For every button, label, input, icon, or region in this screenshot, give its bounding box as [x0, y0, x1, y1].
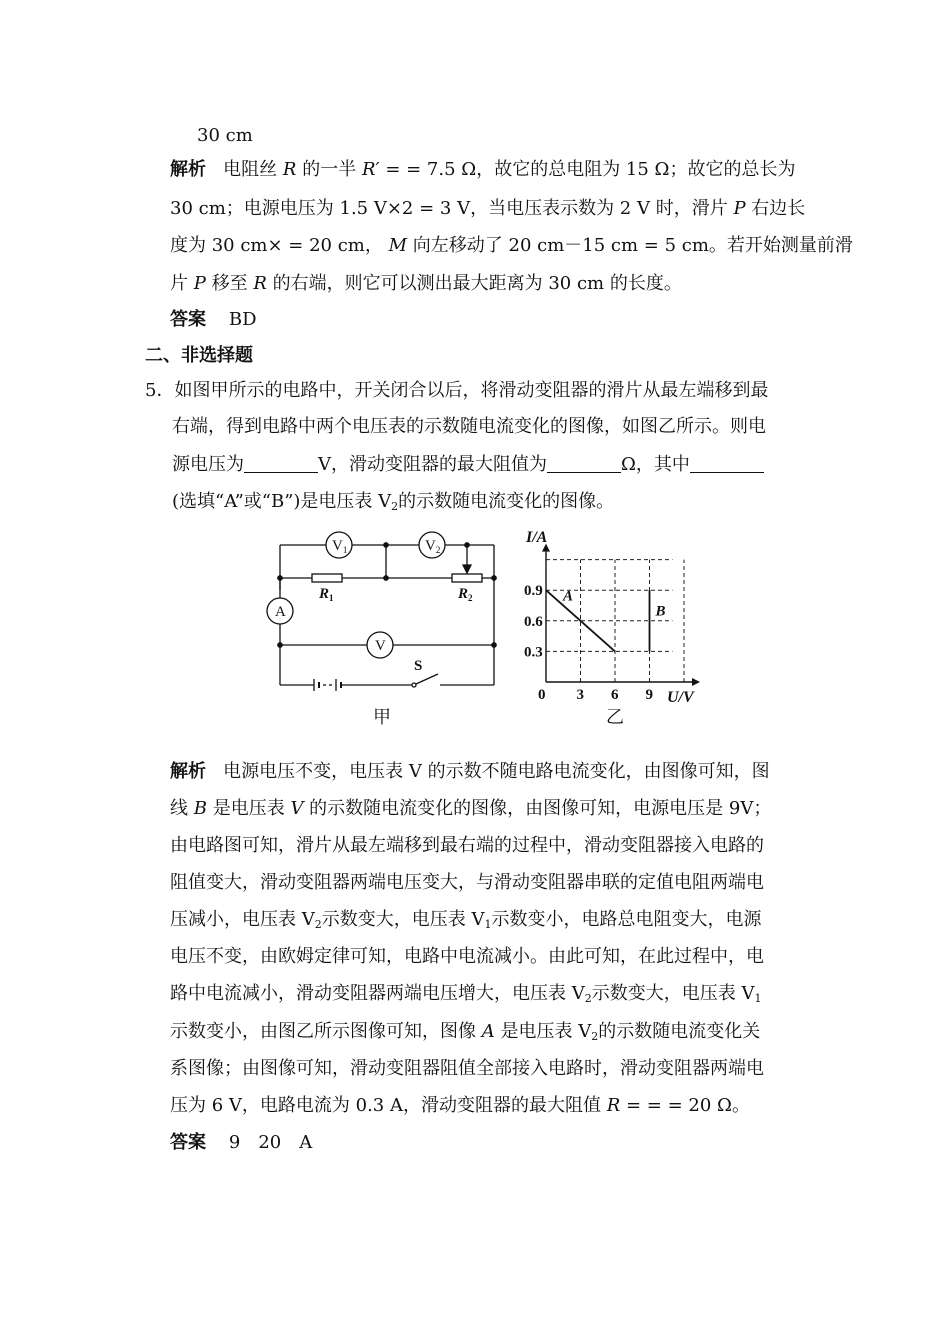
circuit-caption: 甲: [373, 707, 391, 728]
ammeter-label: A: [275, 604, 286, 620]
q5-stem-line-4: (选填“A”或“B”)是电压表 $V_2$的示数随电流变化的图像。: [172, 491, 615, 513]
v2-label: $V_2$: [425, 538, 441, 555]
x-tick-label: 9: [645, 687, 653, 703]
junction-dot: [384, 576, 388, 580]
q5-analysis-line-4: 阻值变大，滑动变阻器两端电压变大，与滑动变阻器串联的定值电阻两端电: [170, 872, 764, 893]
question-number: 5．: [145, 380, 175, 401]
axes: [542, 544, 700, 686]
slider-arrow-icon: [463, 565, 471, 573]
prev-fragment: 30 cm: [197, 125, 253, 146]
series-group: [546, 588, 666, 651]
switch-contact: [412, 683, 416, 687]
q5-analysis-line-2: 线 B 是电压表 V 的示数随电流变化的图像，由图像可知，电源电压是 9V；: [170, 798, 772, 819]
q5-analysis-line-9: 系图像；由图像可知，滑动变阻器阻值全部接入电路时，滑动变阻器两端电: [170, 1058, 764, 1079]
q4-analysis-line-2: 30 cm；电源电压为 1.5 V×2 = 3 V，当电压表示数为 2 V 时，滑片 P 右边长: [170, 198, 806, 219]
answer-label: 答案: [170, 309, 206, 330]
q5-answer: [170, 1131, 312, 1155]
axis-labels: [524, 529, 695, 705]
q5-analysis-line-1: 解析 电源电压不变，电压表 V 的示数不随电路电流变化，由图像可知，图: [170, 761, 770, 782]
q5-stem-line-3: 源电压为 V，滑动变阻器的最大阻值为 Ω，其中: [172, 453, 764, 477]
switch-blade: [416, 674, 438, 684]
q4-analysis-line-4: 片 P 移至 R 的右端，则它可以测出最大距离为 30 cm 的长度。: [170, 273, 682, 294]
origin-label: 0: [538, 687, 546, 703]
answer-value: 9 20 A: [228, 1132, 313, 1153]
q5-stem-line-1: 5．如图甲所示的电路中，开关闭合以后，将滑动变阻器的滑片从最左端移到最: [145, 380, 769, 401]
series-label-a: A: [563, 588, 574, 605]
y-tick-label: 0.3: [524, 644, 543, 661]
x-tick-label: 6: [611, 687, 619, 703]
q5-analysis-line-5: 压减小，电压表 $V_2$示数变大，电压表 $V_1$示数变小，电路总电阻变大，电源: [170, 909, 762, 931]
graph-caption: 乙: [606, 707, 624, 728]
resistor-r1: [312, 574, 342, 582]
answer-value: BD: [228, 309, 257, 330]
q5-analysis-line-7: 路中电流减小，滑动变阻器两端电压增大，电压表 $V_2$示数变大，电压表 $V_1$: [170, 983, 762, 1005]
q5-analysis-line-3: 由电路图可知，滑片从最左端移到最右端的过程中，滑动变阻器接入电路的: [170, 835, 764, 856]
y-tick-label: 0.6: [524, 613, 543, 630]
y-tick-label: 0.9: [524, 583, 543, 600]
rheostat-r2: [452, 574, 482, 582]
iu-graph: [518, 525, 723, 705]
section-title: 二、非选择题: [145, 345, 253, 366]
junction-dot: [492, 643, 496, 647]
junction-dot: [384, 543, 388, 547]
blank-graph-choice[interactable]: [690, 454, 764, 473]
answer-label: 答案: [170, 1132, 206, 1153]
q4-analysis-line-1: 解析 电阻丝 R 的一半 R′ = = 7.5 Ω，故它的总电阻为 15 Ω；故它的总长为: [170, 159, 796, 180]
circuit-diagram: [262, 525, 512, 725]
q4-answer: [170, 308, 257, 332]
q5-analysis-line-6: 电压不变，由欧姆定律可知，电路中电流减小。由此可知，在此过程中，电: [170, 946, 764, 967]
q4-analysis-line-3: 度为 30 cm× = 20 cm， M 向左移动了 20 cm－15 cm = 5 cm。若开始测量前滑: [170, 235, 853, 256]
r1-label: $R_1$: [319, 586, 334, 603]
blank-resistance[interactable]: [547, 454, 621, 473]
junction-dot: [278, 643, 282, 647]
junction-dot: [465, 543, 469, 547]
q5-analysis-line-8: 示数变小，由图乙所示图像可知，图像 A 是电压表 $V_2$的示数随电流变化关: [170, 1021, 761, 1043]
x-axis-arrow-icon: [692, 678, 700, 686]
x-tick-label: 3: [576, 687, 584, 703]
y-axis-label: I/A: [526, 529, 548, 546]
grid: [546, 560, 684, 682]
analysis-label: 解析: [170, 761, 206, 782]
v1-label: $V_1$: [332, 538, 348, 555]
series-label-b: B: [655, 603, 666, 620]
analysis-label: 解析: [170, 159, 206, 180]
r2-label: $R_2$: [458, 586, 473, 603]
switch-label: S: [414, 658, 423, 674]
junction-dot: [492, 576, 496, 580]
q5-analysis-line-10: 压为 6 V，电路电流为 0.3 A，滑动变阻器的最大阻值 R = = = 20 Ω。: [170, 1095, 750, 1116]
v-label: V: [375, 638, 386, 654]
blank-voltage[interactable]: [244, 454, 318, 473]
q5-stem-line-2: 右端，得到电路中两个电压表的示数随电流变化的图像，如图乙所示。则电: [172, 416, 766, 437]
x-axis-label: U/V: [667, 689, 694, 705]
